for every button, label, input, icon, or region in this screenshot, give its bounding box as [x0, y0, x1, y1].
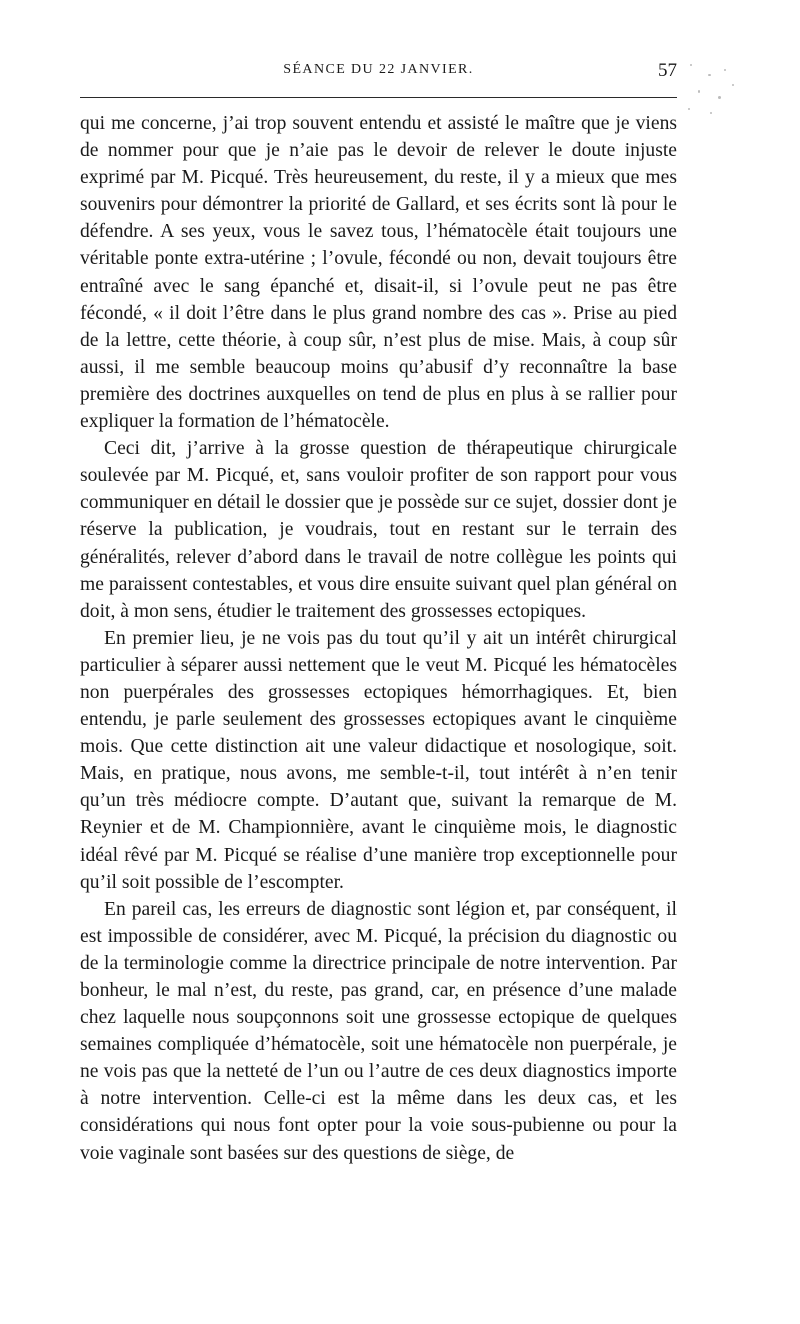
body-text: [80, 110, 677, 1167]
paper-speckle: [680, 60, 750, 130]
running-head: SÉANCE DU 22 JANVIER.: [283, 62, 474, 77]
paragraph-continuation: qui me concerne, j’ai trop souvent entendu et assisté le maître que je viens de nommer pour que je n’aie pas le devoir de relever le doute injuste exprimé par M. Picqué. Très heureusement, du reste, il y a mieux que mes souvenirs pour démontrer la priorité de Gallard, et ses écrits sont là pour le défendre. A ses yeux, vous le savez tous, l’hématocèle était toujours une véritable ponte extra-utérine ; l’ovule, fécondé ou non, devait toujours être entraîné avec le sang épanché et, disait-il, si l’ovule peut ne pas être fécondé, « il doit l’être dans le plus grand nombre des cas ». Prise au pied de la lettre, cette théorie, à coup sûr, n’est plus de mise. Mais, à coup sûr aussi, il me semble beaucoup moins qu’abusif d’y reconnaître la base première des doctrines auxquelles on tend de plus en plus à se rallier pour expliquer la formation de l’hématocèle.: [80, 113, 677, 433]
paragraph: En premier lieu, je ne vois pas du tout qu’il y ait un intérêt chirurgical particulier à séparer aussi nettement que le veut M. Picqué les hématocèles non puerpérales des grossesses ectopiques hémorrhagiques. Et, bien entendu, je parle seulement des grossesses ectopiques avant le cinquième mois. Que cette distinction ait une valeur didactique et nosologique, soit. Mais, en pratique, nous avons, me semble-t-il, tout intérêt à n’en tenir qu’un très médiocre compte. D’autant que, suivant la remarque de M. Reynier et de M. Championnière, avant le cinquième mois, le diagnostic idéal rêvé par M. Picqué se réalise d’une manière trop exceptionnelle pour qu’il soit possible de l’escompter.: [80, 627, 677, 893]
header-rule: [80, 97, 677, 98]
paragraph: Ceci dit, j’arrive à la grosse question de thérapeutique chirurgicale soulevée par M. Picqué, et, sans vouloir profiter de son rapport pour vous communiquer en détail le dossier que je possède sur ce sujet, dossier dont je réserve la publication, je voudrais, tout en restant sur le terrain des généralités, relever d’abord dans le travail de notre collègue les points qui me paraissent contestables, et vous dire ensuite suivant quel plan général on doit, à mon sens, étudier le traitement des grossesses ectopiques.: [80, 438, 677, 622]
page-header: [80, 60, 677, 86]
page-number: 57: [658, 60, 677, 81]
paragraph: En pareil cas, les erreurs de diagnostic sont légion et, par conséquent, il est impossible de considérer, avec M. Picqué, la précision du diagnostic ou de la terminologie comme la directrice principale de notre intervention. Par bonheur, le mal n’est, du reste, pas grand, car, en présence d’une malade chez laquelle nous soupçonnons soit une grossesse ectopique de quelques semaines compliquée d’hématocèle, soit une hématocèle non puerpérale, je ne vois pas que la netteté de l’un ou l’autre de ces deux diagnostics importe à notre intervention. Celle-ci est la même dans les deux cas, et les considérations qui nous font opter pour la voie sous-pubienne ou pour la voie vaginale sont basées sur des questions de siège, de: [80, 898, 677, 1164]
